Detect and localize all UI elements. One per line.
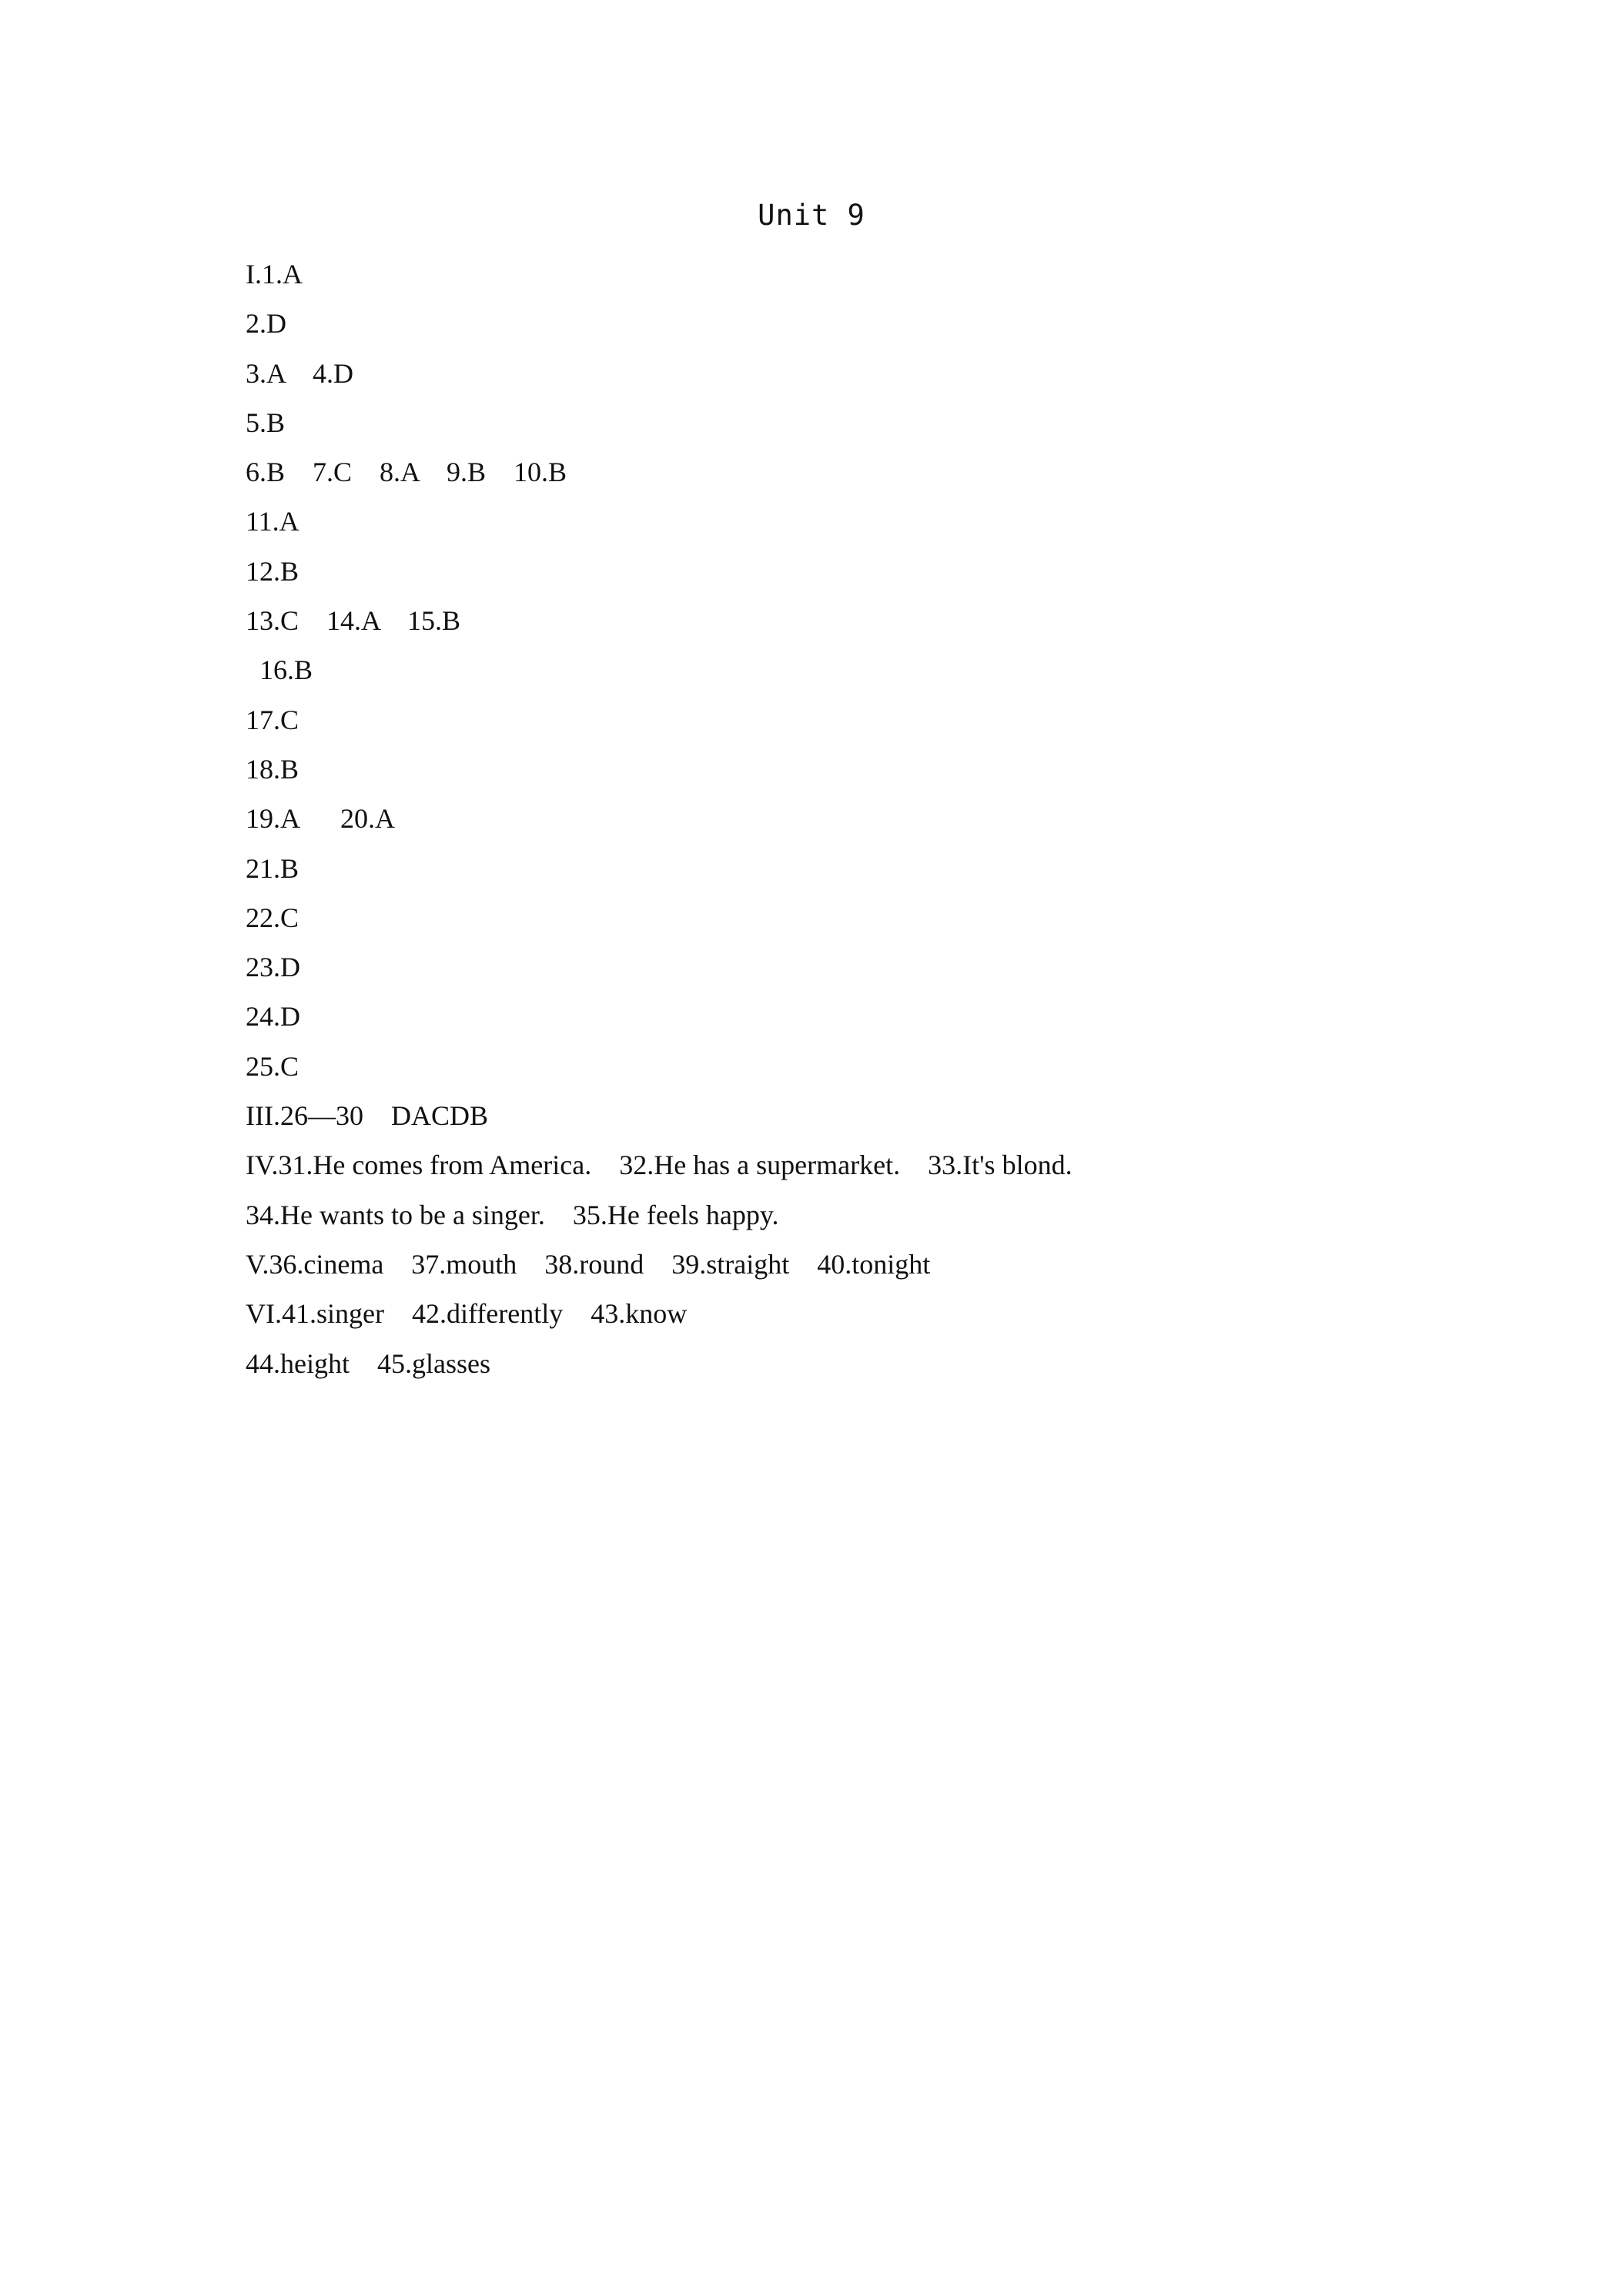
answer-line: VI.41.singer 42.differently 43.know xyxy=(246,1298,688,1330)
answer-line: 25.C xyxy=(246,1050,300,1082)
answer-line: 17.C xyxy=(246,704,300,735)
answer-line: 3.A 4.D xyxy=(246,357,354,389)
answer-line: 16.B xyxy=(246,654,313,686)
answer-line: 44.height 45.glasses xyxy=(246,1347,490,1379)
answer-line: IV.31.He comes from America. 32.He has a supermarket. 33.It's blond. xyxy=(246,1150,1073,1181)
answer-key xyxy=(246,249,1554,1388)
answer-line: 23.D xyxy=(246,952,300,983)
answer-line: 24.D xyxy=(246,1001,300,1033)
answer-line: 21.B xyxy=(246,852,300,884)
document-title: Unit 9 xyxy=(758,199,865,232)
answer-line: 6.B 7.C 8.A 9.B 10.B xyxy=(246,457,567,488)
answer-line: 11.A xyxy=(246,506,300,537)
answer-line: 34.He wants to be a singer. 35.He feels happy. xyxy=(246,1199,779,1230)
answer-line: 5.B xyxy=(246,407,286,438)
answer-line: I.1.A xyxy=(246,259,303,290)
answer-line: 18.B xyxy=(246,753,300,785)
answer-line: 22.C xyxy=(246,902,300,933)
answer-line: 2.D xyxy=(246,308,286,340)
answer-line: 13.C 14.A 15.B xyxy=(246,605,461,637)
answer-line: III.26—30 DACDB xyxy=(246,1100,488,1132)
answer-line: 19.A 20.A xyxy=(246,803,396,835)
answer-line: 12.B xyxy=(246,555,300,587)
answer-line: V.36.cinema 37.mouth 38.round 39.straight 40.tonight xyxy=(246,1248,931,1280)
